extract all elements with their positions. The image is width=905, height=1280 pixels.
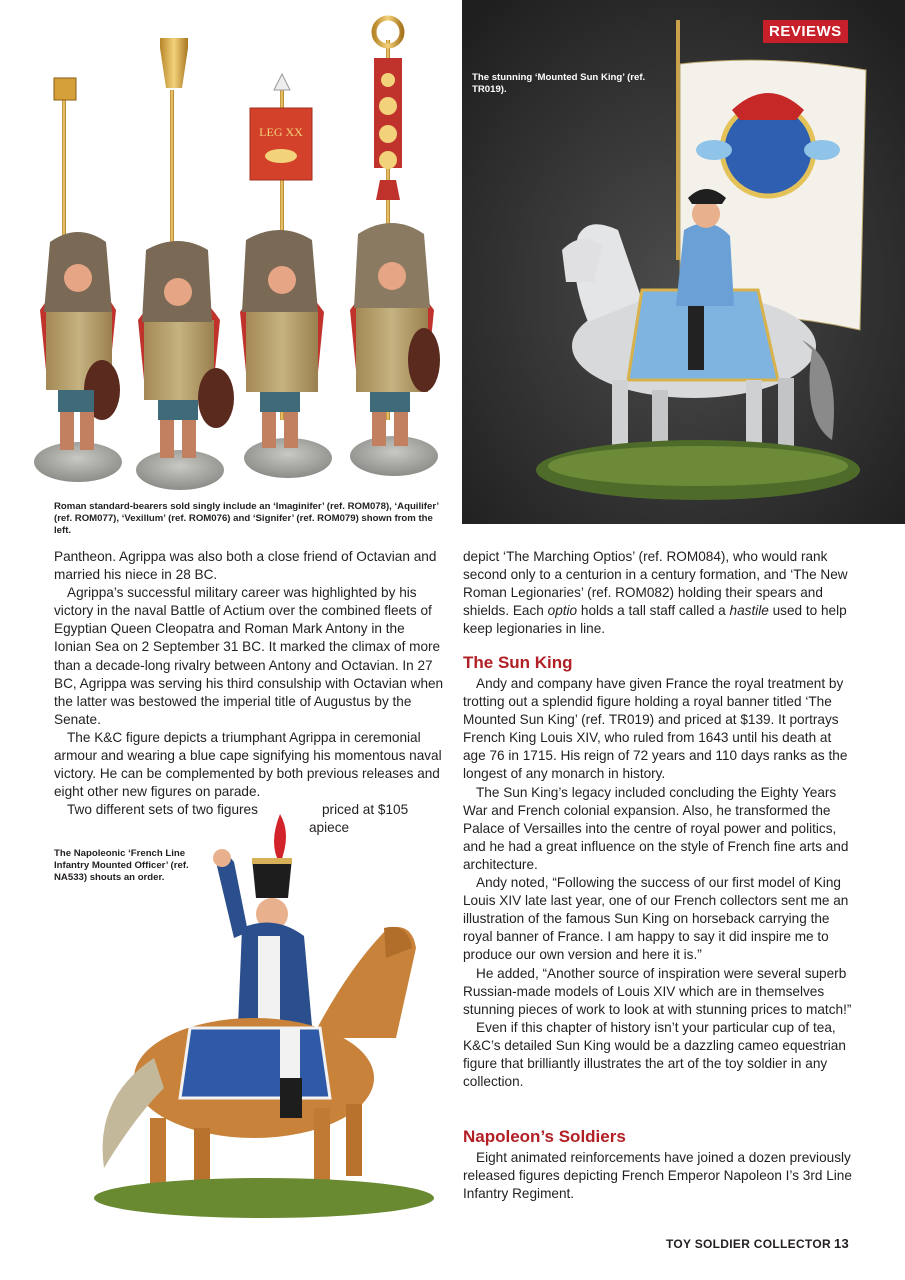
- left-paragraph-3: The K&C figure depicts a triumphant Agrippa in ceremonial armour and wearing a blue cape signifying his momentous naval victory. He can be complemented by both previous releases and eight other new figures on parade.: [54, 729, 442, 800]
- intro-text-b: holds a tall staff called a: [577, 603, 730, 619]
- sun-king-paragraph-1: Andy and company have given France the royal treatment by trotting out a splendid figure holding a royal banner titled ‘The Mounted Sun King’ (ref. TR019) and priced at $139. It portrays French King Louis XIV, who ruled from 1643 until his death at age 76 in 1715. His reign of 72 years and 110 days ranks as the longest of any monarch in history.: [463, 676, 848, 782]
- figure-aquilifer: [136, 38, 234, 490]
- sun-king-caption: The stunning ‘Mounted Sun King’ (ref. TR019).: [472, 72, 646, 95]
- magazine-title: TOY SOLDIER COLLECTOR: [665, 1237, 831, 1251]
- sun-king-paragraph-5: Even if this chapter of history isn’t your particular cup of tea, K&C’s detailed Sun King would be a dazzling cameo equestrian figure that brilliantly illustrates the art of the toy soldier in any collection.: [463, 1019, 846, 1090]
- left-paragraph-4-part-a: Two different sets of two figures: [67, 802, 258, 818]
- left-paragraph-2: Agrippa’s successful military career was highlighted by his victory in the naval Battle of Actium over the combined fleets of Egyptian Queen Cleopatra and Roman Mark Antony in the Ionian Sea on 2 September 31 BC. It marked the climax of more than a decade-long rivalry between Antony and Octavian. In 27 BC, Agrippa was serving his third consulship with Octavian when the latter was bestowed the imperial title of Augustus by the Senate.: [54, 585, 444, 727]
- figure-imaginifer: [34, 78, 122, 482]
- sun-king-heading: The Sun King: [463, 653, 573, 672]
- left-paragraph-1: Pantheon. Agrippa was also both a close friend of Octavian and married his niece in 28 BC.: [54, 549, 437, 583]
- intro-italic-hastile: hastile: [729, 603, 769, 619]
- sun-king-paragraph-2: The Sun King’s legacy included concluding the Eighty Years War and French colonial expansion. Also, he transformed the Palace of Versailles into the centre of royal power and politics, and he had a great influence on the style of French fine arts and architecture.: [463, 784, 849, 872]
- sun-king-paragraph-4: He added, “Another source of inspiration were several superb Russian-made models of Louis XIV which are in themselves stunning pieces of work to look at with stunning prices to match!”: [463, 965, 852, 1017]
- page-number: 13: [833, 1236, 849, 1251]
- vexillum-banner-text: LEG XX: [259, 125, 303, 139]
- left-column-text: [54, 548, 444, 836]
- napoleon-section: [463, 1149, 853, 1203]
- figure-signifer: [350, 18, 440, 476]
- roman-standard-bearers-photo: [20, 10, 450, 498]
- roman-caption: Roman standard-bearers sold singly include an ‘Imaginifer’ (ref. ROM078), ‘Aquilifer’ (ref. ROM077), ‘Vexillum’ (ref. ROM076) and ‘Signifer’ (ref. ROM079) shown from the left.: [54, 501, 439, 536]
- intro-italic-optio: optio: [547, 603, 578, 619]
- napoleonic-officer-photo: [90, 808, 440, 1218]
- napoleon-heading: Napoleon’s Soldiers: [463, 1127, 626, 1146]
- right-intro-paragraph: [463, 548, 853, 638]
- intro-text-c: used to help keep legionaries in line.: [463, 603, 847, 637]
- page-footer: [666, 1236, 849, 1251]
- sun-king-paragraph-3: Andy noted, “Following the success of our first model of King Louis XIV late last year, one of our French collectors sent me an illustration of the famous Sun King on horseback carrying the royal banner of France. I am happy to say it did inspire me to produce our own version and here it is.”: [463, 875, 849, 963]
- figure-vexillum: [240, 74, 332, 478]
- napoleon-paragraph-1: Eight animated reinforcements have joined a dozen previously released figures depicting French Emperor Napoleon I’s 3rd Line Infantry Regiment.: [463, 1150, 852, 1202]
- left-paragraph-4-part-b: priced at $105 apiece: [309, 802, 409, 836]
- sun-king-section: [463, 675, 853, 1091]
- reviews-badge: REVIEWS: [763, 20, 848, 43]
- intro-text-a: depict ‘The Marching Optios’ (ref. ROM084), who would rank second only to a centurion in a century formation, and ‘The New Roman Legionaries’ (ref. ROM082) holding their spears and shields. Each: [463, 549, 848, 619]
- napoleonic-caption: The Napoleonic ‘French Line Infantry Mounted Officer’ (ref. NA533) shouts an order.: [54, 848, 189, 883]
- right-column-text: [463, 548, 853, 638]
